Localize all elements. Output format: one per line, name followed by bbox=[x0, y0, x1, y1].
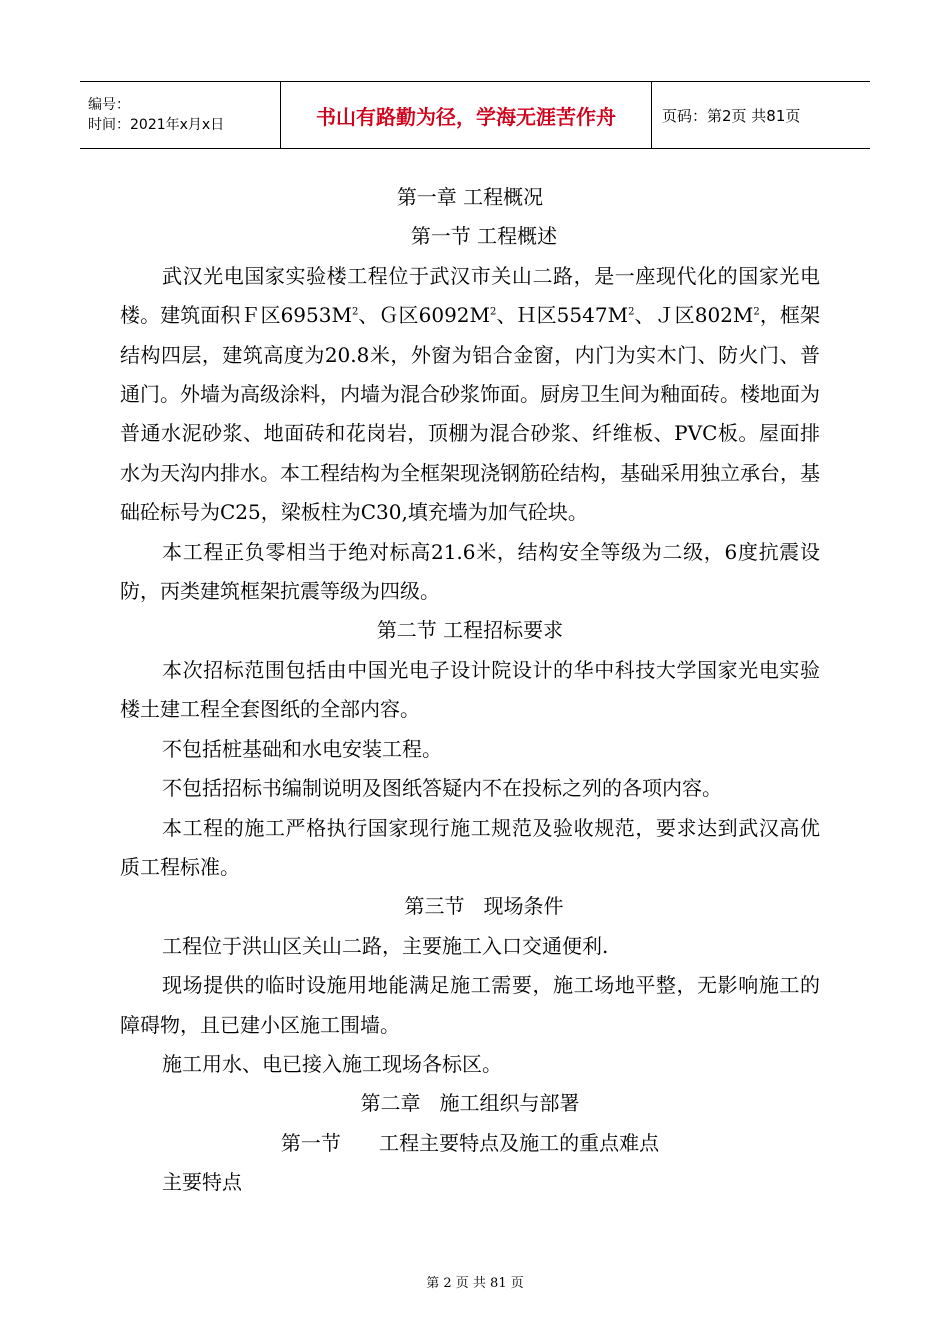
document-number-label: 编号： bbox=[88, 97, 130, 113]
paragraph: 不包括桩基础和水电安装工程。 bbox=[162, 736, 442, 761]
document-body bbox=[120, 178, 820, 1203]
section-title: 第一节 工程主要特点及施工的重点难点 bbox=[280, 1130, 660, 1155]
paragraph: 工程位于洪山区关山二路，主要施工入口交通便利. bbox=[162, 933, 609, 958]
paragraph: 不包括招标书编制说明及图纸答疑内不在投标之列的各项内容。 bbox=[162, 776, 722, 801]
paragraph: 本工程正负零相当于绝对标高21.6米，结构安全等级为二级，6度抗震设防，丙类建筑框架抗震等级为四级。 bbox=[120, 539, 820, 604]
chapter-title: 第一章 工程概况 bbox=[396, 185, 544, 209]
document-date: 时间：2021年x月x日 bbox=[88, 117, 225, 133]
document-header bbox=[80, 81, 870, 149]
section-title: 第二节 工程招标要求 bbox=[376, 618, 564, 643]
chapter-title: 第二章 施工组织与部署 bbox=[360, 1091, 580, 1116]
paragraph: 本工程的施工严格执行国家现行施工规范及验收规范，要求达到武汉高优质工程标准。 bbox=[120, 815, 820, 879]
header-page-cell bbox=[652, 82, 871, 149]
header-page-info: 页码：第2页 共81页 bbox=[662, 106, 801, 125]
section-title: 第一节 工程概述 bbox=[410, 224, 558, 249]
header-motto-cell bbox=[281, 82, 652, 149]
paragraph: 主要特点 bbox=[162, 1170, 242, 1195]
header-motto: 书山有路勤为径，学海无涯苦作舟 bbox=[316, 104, 616, 129]
section-title: 第三节 现场条件 bbox=[404, 894, 564, 919]
paragraph: 现场提供的临时设施用地能满足施工需要，施工场地平整，无影响施工的障碍物，且已建小区施工围墙。 bbox=[120, 973, 820, 1037]
header-meta-cell bbox=[80, 82, 281, 149]
paragraph: 武汉光电国家实验楼工程位于武汉市关山二路，是一座现代化的国家光电楼。建筑面积Ｆ区$6953M^2$、Ｇ区$6092M^2$、Ｈ区$5547M^2$、Ｊ区$802M^2$，框架结构四层，建筑高度为20.8米，外窗为铝合金窗，内门为实木门、防火门、普通门。外墙为高级涂料，内墙为混合砂浆饰面。厨房卫生间为釉面砖。楼地面为普通水泥砂浆、地面砖和花岗岩，顶棚为混合砂浆、纤维板、PVC板。屋面排水为天沟内排水。本工程结构为全框架现浇钢筋砼结构，基础采用独立承台，基础砼标号为C25，梁板柱为C30,填充墙为加气砼块。 bbox=[120, 263, 820, 525]
page-footer: 第 2 页 共 81 页 bbox=[426, 1276, 524, 1291]
paragraph: 施工用水、电已接入施工现场各标区。 bbox=[162, 1051, 502, 1076]
paragraph: 本次招标范围包括由中国光电子设计院设计的华中科技大学国家光电实验楼土建工程全套图纸的全部内容。 bbox=[120, 657, 820, 722]
